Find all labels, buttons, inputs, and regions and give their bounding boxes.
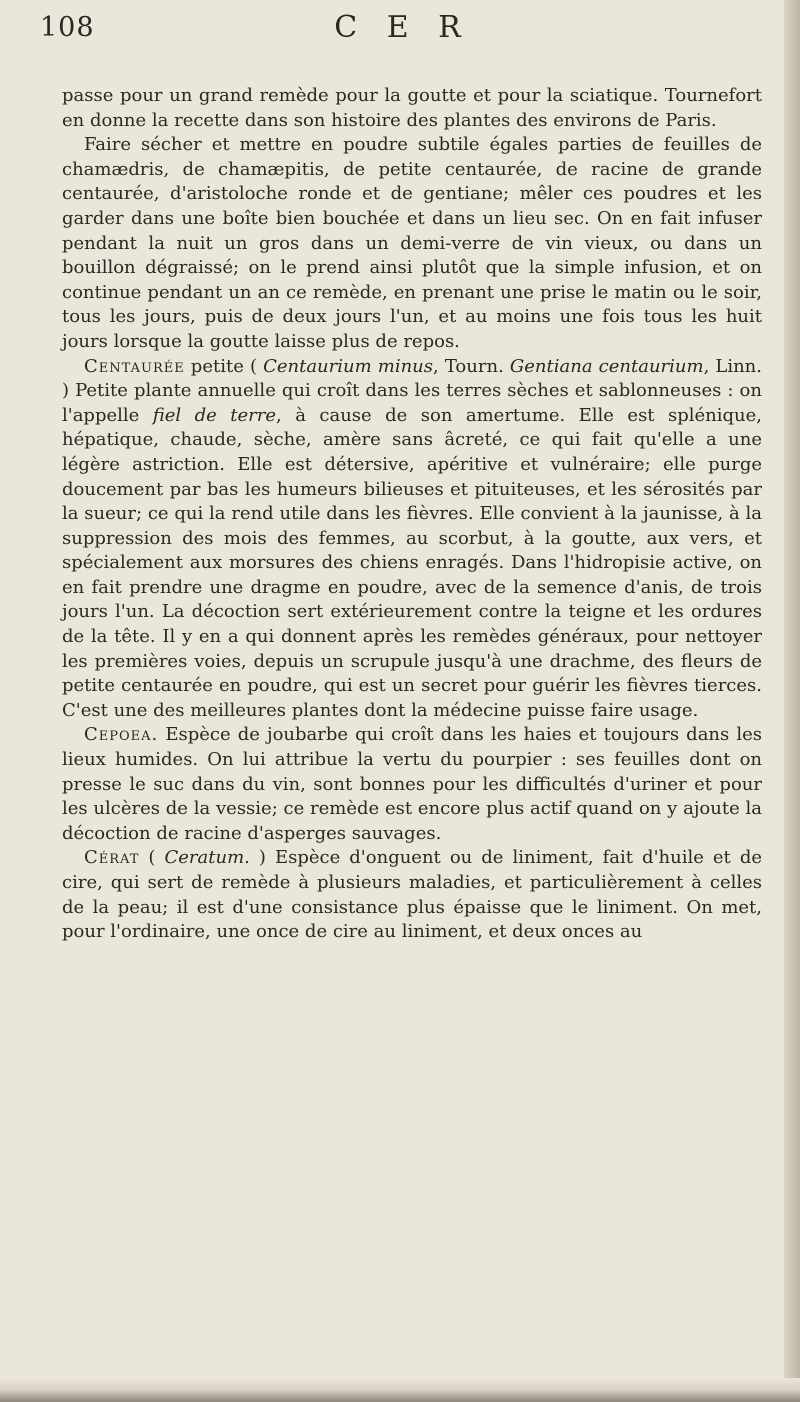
paragraph-continuation: passe pour un grand remède pour la goutte et pour la sciatique. Tournefort en donne la recette dans son histoire des plantes des environs de Paris. — [62, 85, 762, 131]
entry-headword: Cepoea. — [84, 724, 159, 746]
body-text — [62, 84, 762, 945]
page-header — [40, 10, 765, 50]
entry-cepoea: Cepoea. Espèce de joubarbe qui croît dans les haies et toujours dans les lieux humides. On lui attribue la vertu du pourpier : ses feuilles dont on presse le suc dans du vin, sont bonnes pour les difficultés d'uriner et pour les ulcères de la vessie; ce remède est encore plus actif quand on y ajoute la décoction de racine d'asperges sauvages. — [62, 724, 762, 844]
paragraph-recipe: Faire sécher et mettre en poudre subtile égales parties de feuilles de chamædris, de chamæpitis, de petite centaurée, de racine de grande centaurée, d'aristoloche ronde et de gentiane; mêler ces poudres et les garder dans une boîte bien bouchée et dans un lieu sec. On en fait infuser pendant la nuit un gros dans un demi-verre de vin vieux, ou dans un bouillon dégraissé; on le prend ainsi plutôt que la simple infusion, et on continue pendant un an ce remède, en prenant une prise le matin ou le soir, tous les jours, puis de deux jours l'un, et au moins une fois tous les huit jours lorsque la goutte laisse plus de repos. — [62, 134, 762, 352]
page-number: 108 — [40, 12, 95, 43]
vernacular-name: fiel de terre — [152, 404, 277, 426]
latin-name: Ceratum. — [164, 847, 250, 869]
page-bottom-shadow — [0, 1378, 800, 1402]
running-title: C E R — [334, 10, 471, 45]
page-edge — [784, 0, 800, 1402]
entry-headword: Cérat — [84, 847, 140, 869]
latin-name: Gentiana centaurium — [509, 355, 704, 377]
latin-name: Centaurium minus — [263, 355, 434, 377]
entry-centauree: Centaurée petite ( Centaurium minus, Tourn. Gentiana centaurium, Linn. ) Petite plante annuelle qui croît dans les terres sèches et sablonneuses : on l'appelle fiel de terre, à cause de son amertume. Elle est splénique, hépatique, chaude, sèche, amère sans âcreté, ce qui fait qu'elle a une légère astriction. Elle est détersive, apéritive et vulnéraire; elle purge doucement par bas les humeurs bilieuses et pituiteuses, et les sérosités par la sueur; ce qui la rend utile dans les fièvres. Elle convient à la jaunisse, à la suppression des mois des femmes, au scorbut, à la goutte, aux vers, et spécialement aux morsures des chiens enragés. Dans l'hidropisie active, on en fait prendre une dragme en poudre, avec de la semence d'anis, de trois jours l'un. La décoction sert extérieurement contre la teigne et les ordures de la tête. Il y en a qui donnent après les remèdes généraux, pour nettoyer les premières voies, depuis un scrupule jusqu'à une drachme, des fleurs de petite centaurée en poudre, qui est un secret pour guérir les fièvres tierces. C'est une des meilleures plantes dont la médecine puisse faire usage. — [62, 355, 763, 721]
entry-cerat: Cérat ( Ceratum. ) Espèce d'onguent ou de liniment, fait d'huile et de cire, qui sert de remède à plusieurs maladies, et particulièrement à celles de la peau; il est d'une consistance plus épaisse que le liniment. On met, pour l'ordinaire, une once de cire au liniment, et deux onces au — [62, 847, 762, 943]
entry-headword: Centaurée — [84, 355, 185, 377]
